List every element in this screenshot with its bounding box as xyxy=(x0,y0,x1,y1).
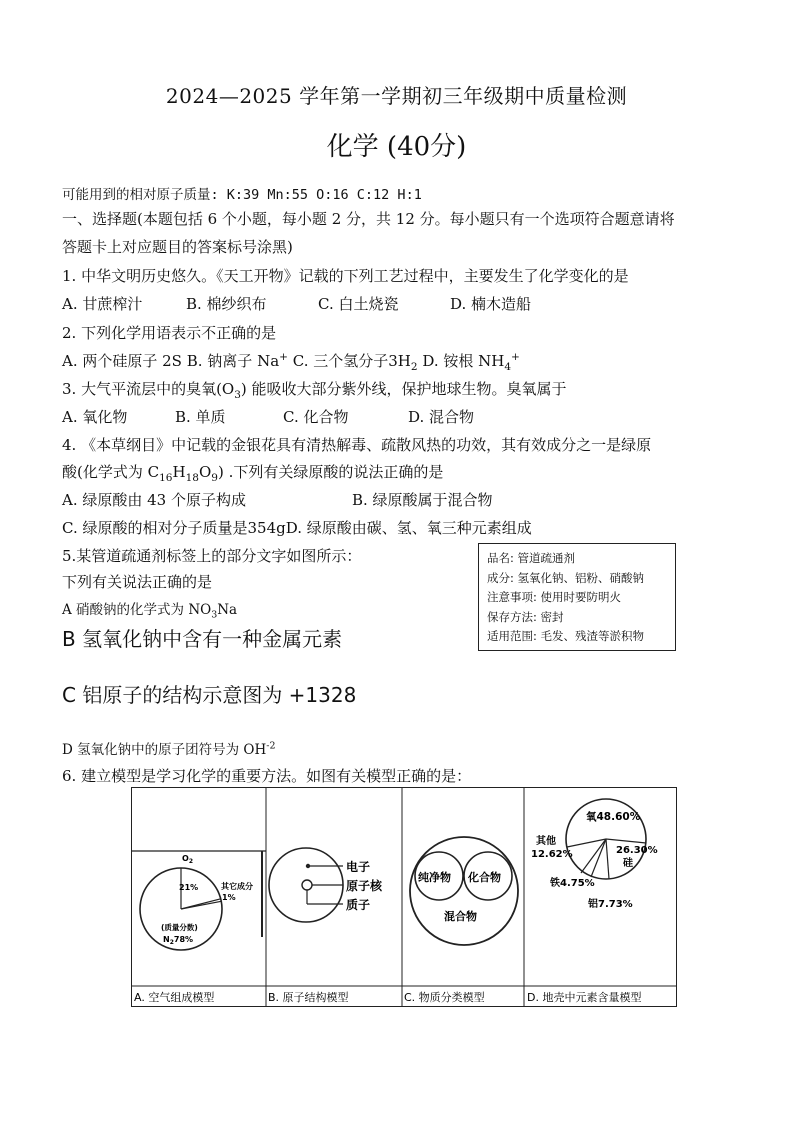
atom-nucleus-circle xyxy=(302,880,312,890)
electron-label: 电子 xyxy=(346,860,371,874)
nucleus-label: 原子核 xyxy=(346,879,383,893)
question-2-stem: 2. 下列化学用语表示不正确的是 xyxy=(62,324,277,342)
question-2-option-b: B. 钠离子 Na+ xyxy=(186,351,288,370)
label-storage: 保存方法: 密封 xyxy=(487,609,564,624)
crust-pie-line-1 xyxy=(567,839,606,847)
panel-b-atom-model xyxy=(269,848,383,922)
air-mass-note: (质量分数) xyxy=(161,923,198,932)
label-ingredients: 成分: 氢氧化钠、铝粉、硝酸钠 xyxy=(487,570,645,585)
question-3-option-d: D. 混合物 xyxy=(408,408,475,426)
air-other-label: 其它成分 xyxy=(221,882,253,891)
question-3-stem: 3. 大气平流层中的臭氧$(O_3)$ 能吸收大部分紫外线，保护地球生物。臭氧属于 xyxy=(62,380,567,401)
crust-aluminum-label: 铝7.73% xyxy=(588,899,633,910)
question-4-option-a: A. 绿原酸由 43 个原子构成 xyxy=(62,491,246,509)
question-5-ask: 下列有关说法正确的是 xyxy=(62,573,213,591)
label-name: 品名: 管道疏通剂 xyxy=(487,551,576,565)
question-4-option-cd xyxy=(62,517,532,538)
question-3-option-c: C. 化合物 xyxy=(283,408,349,426)
panel-b-caption: B. 原子结构模型 xyxy=(268,991,349,1004)
crust-pie-line-5 xyxy=(581,839,606,873)
mixture-label: 混合物 xyxy=(444,910,477,923)
label-notice: 注意事项: 使用时要防明火 xyxy=(487,590,622,604)
crust-silicon-label: 硅 xyxy=(623,858,633,869)
question-4-stem-line2: 酸(化学式为 $C_{16}H_{18}O_9$) .下列有关绿原酸的说法正确的是 xyxy=(62,463,444,484)
question-1-option-d: D. 楠木造船 xyxy=(450,295,532,313)
question-4-option-d: D. 绿原酸由碳、氢、氧三种元素组成 xyxy=(285,519,532,537)
mixture-circle xyxy=(410,837,518,945)
question-4-option-b: B. 绿原酸属于混合物 xyxy=(352,491,493,509)
label-scope: 适用范围: 毛发、残渣等淤积物 xyxy=(487,629,645,643)
crust-other-percent: 12.62% xyxy=(531,849,573,860)
panel-d-crust-pie xyxy=(531,799,658,910)
panel-c-classification-model xyxy=(410,837,518,945)
panel-a-caption: A. 空气组成模型 xyxy=(134,991,215,1004)
air-o2-percent: 21% xyxy=(179,883,199,892)
air-o2-label: $O_2$ xyxy=(182,854,193,865)
question-1-option-a: A. 甘蔗榨汁 xyxy=(62,295,143,313)
section-instructions-line2: 答题卡上对应题目的答案标号涂黑) xyxy=(62,238,293,256)
question-6-stem: 6. 建立模型是学习化学的重要方法。如图有关模型正确的是： xyxy=(62,767,472,785)
question-1-stem: 1. 中华文明历史悠久。《天工开物》记载的下列工艺过程中，主要发生了化学变化的是 xyxy=(62,267,629,285)
question-3-option-a: A. 氧化物 xyxy=(62,408,128,426)
question-2-option-c: C. 三个氢分子$3H_2$ xyxy=(292,352,418,373)
question-5-option-d: D 氢氧化钠中的原子团符号为 $OH^{-2}$ xyxy=(62,740,276,758)
section-instructions-line1: 一、选择题(本题包括 6 个小题，每小题 2 分，共 12 分。每小题只有一个选项符合题意请将 xyxy=(62,210,675,228)
crust-pie-line-4 xyxy=(606,839,609,879)
pure-substance-label: 纯净物 xyxy=(418,871,451,884)
question-5-option-b: B 氢氧化钠中含有一种金属元素 xyxy=(62,627,343,651)
compound-label: 化合物 xyxy=(468,871,501,884)
panel-c-caption: C. 物质分类模型 xyxy=(404,991,485,1004)
crust-pie-line-3 xyxy=(591,839,606,877)
crust-silicon-percent: 26.30% xyxy=(616,845,658,856)
air-n2-label: $N_278\%$ xyxy=(163,935,194,946)
crust-iron-label: 铁4.75% xyxy=(550,878,595,889)
question-1-option-c: C. 白土烧瓷 xyxy=(318,295,399,313)
question-4-option-c: C. 绿原酸的相对分子质量是354g xyxy=(62,519,286,537)
question-5-option-c: C 铝原子的结构示意图为 +1328 xyxy=(62,683,357,707)
subject-title: 化学 (40分) xyxy=(326,132,467,162)
panel-a-air-pie xyxy=(140,854,253,950)
question-3-option-b: B. 单质 xyxy=(175,408,226,426)
question-5-option-a: A 硝酸钠的化学式为 $NO_3Na$ xyxy=(62,602,238,621)
question-2-options xyxy=(62,350,520,373)
air-pie-slice-boundary-3 xyxy=(181,901,221,909)
product-label-box xyxy=(478,543,676,651)
question-4-stem-line1: 4. 《本草纲目》中记载的金银花具有清热解毒、疏散风热的功效，其有效成分之一是绿原 xyxy=(62,436,652,454)
question-2-option-a: A. 两个硅原子 2S xyxy=(62,352,182,370)
proton-label: 质子 xyxy=(346,898,371,912)
crust-oxygen-label: 氧48.60% xyxy=(586,811,641,823)
panel-d-caption: D. 地壳中元素含量模型 xyxy=(527,991,642,1004)
crust-pie-line-2 xyxy=(606,839,646,843)
crust-other-label: 其他 xyxy=(536,836,556,847)
question-5-stem: 5.某管道疏通剂标签上的部分文字如图所示： xyxy=(62,547,362,565)
model-figure xyxy=(131,787,677,1007)
question-2-option-d: D. 铵根 $NH_4^+$ xyxy=(422,351,520,373)
question-1-option-b: B. 棉纱织布 xyxy=(186,295,267,313)
air-other-percent: 1% xyxy=(222,893,236,902)
exam-title: 2024—2025 学年第一学期初三年级期中质量检测 xyxy=(165,84,628,108)
atomic-mass-line: 可能用到的相对原子质量: K:39 Mn:55 O:16 C:12 H:1 xyxy=(62,187,422,203)
